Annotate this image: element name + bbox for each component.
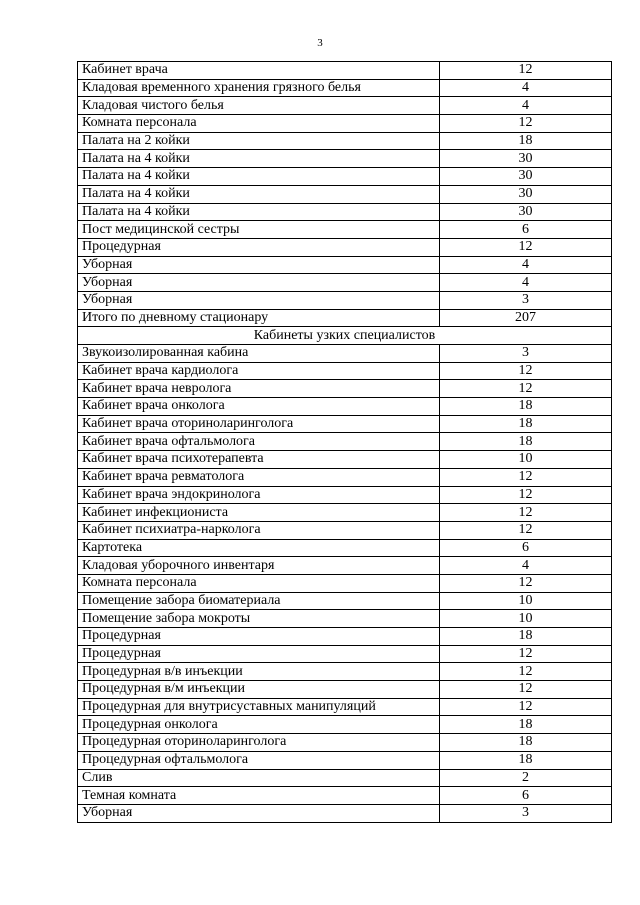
room-name-cell: Звукоизолированная кабина: [78, 345, 440, 363]
room-area-cell: 12: [440, 504, 612, 522]
rooms-table: [77, 61, 612, 823]
room-area-cell: 18: [440, 415, 612, 433]
room-name-cell: Процедурная: [78, 238, 440, 256]
table-row: [78, 185, 612, 203]
room-area-cell: 12: [440, 380, 612, 398]
room-area-cell: 10: [440, 592, 612, 610]
table-row: [78, 238, 612, 256]
table-row: [78, 132, 612, 150]
room-name-cell: Процедурная офтальмолога: [78, 751, 440, 769]
room-name-cell: Процедурная: [78, 645, 440, 663]
table-row: [78, 415, 612, 433]
room-name-cell: Кладовая чистого белья: [78, 97, 440, 115]
room-area-cell: 18: [440, 751, 612, 769]
room-name-cell: Процедурная онколога: [78, 716, 440, 734]
room-name-cell: Палата на 2 койки: [78, 132, 440, 150]
table-row: [78, 804, 612, 822]
room-area-cell: 4: [440, 79, 612, 97]
room-area-cell: 30: [440, 185, 612, 203]
room-name-cell: Помещение забора мокроты: [78, 610, 440, 628]
table-row: [78, 539, 612, 557]
table-row: [78, 203, 612, 221]
room-name-cell: Итого по дневному стационару: [78, 309, 440, 327]
room-name-cell: Кабинет врача: [78, 62, 440, 80]
room-name-cell: Помещение забора биоматериала: [78, 592, 440, 610]
table-row: [78, 574, 612, 592]
room-name-cell: Процедурная в/в инъекции: [78, 663, 440, 681]
table-row: [78, 256, 612, 274]
table-row: [78, 751, 612, 769]
room-area-cell: 6: [440, 539, 612, 557]
table-row: [78, 716, 612, 734]
table-row: [78, 451, 612, 469]
table-row: [78, 628, 612, 646]
room-name-cell: Картотека: [78, 539, 440, 557]
room-area-cell: 12: [440, 698, 612, 716]
table-row: [78, 221, 612, 239]
room-name-cell: Уборная: [78, 256, 440, 274]
room-area-cell: 12: [440, 645, 612, 663]
room-area-cell: 12: [440, 681, 612, 699]
room-area-cell: 4: [440, 97, 612, 115]
room-area-cell: 10: [440, 610, 612, 628]
room-name-cell: Палата на 4 койки: [78, 168, 440, 186]
room-area-cell: 4: [440, 256, 612, 274]
table-row: [78, 433, 612, 451]
room-name-cell: Кабинет врача кардиолога: [78, 362, 440, 380]
table-row: [78, 97, 612, 115]
room-name-cell: Палата на 4 койки: [78, 150, 440, 168]
room-area-cell: 6: [440, 221, 612, 239]
table-row: [78, 150, 612, 168]
room-area-cell: 3: [440, 291, 612, 309]
room-name-cell: Кабинет врача ревматолога: [78, 468, 440, 486]
room-name-cell: Кабинет врача эндокринолога: [78, 486, 440, 504]
room-name-cell: Уборная: [78, 274, 440, 292]
section-title: Кабинеты узких специалистов: [78, 327, 612, 345]
room-name-cell: Процедурная: [78, 628, 440, 646]
room-area-cell: 12: [440, 62, 612, 80]
room-area-cell: 12: [440, 115, 612, 133]
room-name-cell: Уборная: [78, 804, 440, 822]
table-row: [78, 663, 612, 681]
room-name-cell: Слив: [78, 769, 440, 787]
table-row: [78, 698, 612, 716]
room-area-cell: 12: [440, 574, 612, 592]
room-area-cell: 2: [440, 769, 612, 787]
room-area-cell: 12: [440, 468, 612, 486]
room-name-cell: Кабинет инфекциониста: [78, 504, 440, 522]
table-row: [78, 787, 612, 805]
table-row: [78, 610, 612, 628]
room-name-cell: Палата на 4 койки: [78, 185, 440, 203]
room-name-cell: Кабинет врача оториноларинголога: [78, 415, 440, 433]
table-row: [78, 79, 612, 97]
page-number: 3: [317, 37, 323, 49]
room-area-cell: 18: [440, 433, 612, 451]
room-area-cell: 18: [440, 628, 612, 646]
room-area-cell: 10: [440, 451, 612, 469]
room-area-cell: 30: [440, 203, 612, 221]
room-name-cell: Комната персонала: [78, 574, 440, 592]
room-area-cell: 30: [440, 150, 612, 168]
room-area-cell: 18: [440, 734, 612, 752]
room-name-cell: Пост медицинской сестры: [78, 221, 440, 239]
table-row: [78, 62, 612, 80]
room-name-cell: Темная комната: [78, 787, 440, 805]
table-row: [78, 398, 612, 416]
room-area-cell: 4: [440, 557, 612, 575]
table-row: [78, 521, 612, 539]
room-name-cell: Процедурная для внутрисуставных манипуляций: [78, 698, 440, 716]
room-name-cell: Уборная: [78, 291, 440, 309]
room-area-cell: 18: [440, 716, 612, 734]
room-name-cell: Кладовая временного хранения грязного белья: [78, 79, 440, 97]
table-row: [78, 468, 612, 486]
room-area-cell: 12: [440, 238, 612, 256]
room-name-cell: Кабинет врача психотерапевта: [78, 451, 440, 469]
room-area-cell: 3: [440, 345, 612, 363]
table-row: [78, 380, 612, 398]
room-name-cell: Кабинет врача невролога: [78, 380, 440, 398]
room-area-cell: 18: [440, 132, 612, 150]
room-area-cell: 12: [440, 521, 612, 539]
room-name-cell: Комната персонала: [78, 115, 440, 133]
room-area-cell: 12: [440, 486, 612, 504]
room-name-cell: Кладовая уборочного инвентаря: [78, 557, 440, 575]
room-name-cell: Кабинет врача офтальмолога: [78, 433, 440, 451]
table-row: [78, 504, 612, 522]
table-row: [78, 168, 612, 186]
room-area-cell: 4: [440, 274, 612, 292]
table-row: [78, 345, 612, 363]
room-name-cell: Кабинет психиатра-нарколога: [78, 521, 440, 539]
room-name-cell: Процедурная оториноларинголога: [78, 734, 440, 752]
room-name-cell: Палата на 4 койки: [78, 203, 440, 221]
table-row: [78, 557, 612, 575]
room-area-cell: 207: [440, 309, 612, 327]
table-row: [78, 592, 612, 610]
table-row: [78, 291, 612, 309]
table-row: [78, 769, 612, 787]
subtotal-row: [78, 309, 612, 327]
table-row: [78, 362, 612, 380]
room-area-cell: 12: [440, 663, 612, 681]
room-area-cell: 6: [440, 787, 612, 805]
table-row: [78, 681, 612, 699]
table-row: [78, 274, 612, 292]
table-row: [78, 734, 612, 752]
room-area-cell: 18: [440, 398, 612, 416]
room-name-cell: Кабинет врача онколога: [78, 398, 440, 416]
section-header-row: [78, 327, 612, 345]
table-row: [78, 486, 612, 504]
room-area-cell: 3: [440, 804, 612, 822]
table-row: [78, 115, 612, 133]
room-area-cell: 12: [440, 362, 612, 380]
table-row: [78, 645, 612, 663]
rooms-table-body: [78, 62, 612, 823]
room-name-cell: Процедурная в/м инъекции: [78, 681, 440, 699]
room-area-cell: 30: [440, 168, 612, 186]
